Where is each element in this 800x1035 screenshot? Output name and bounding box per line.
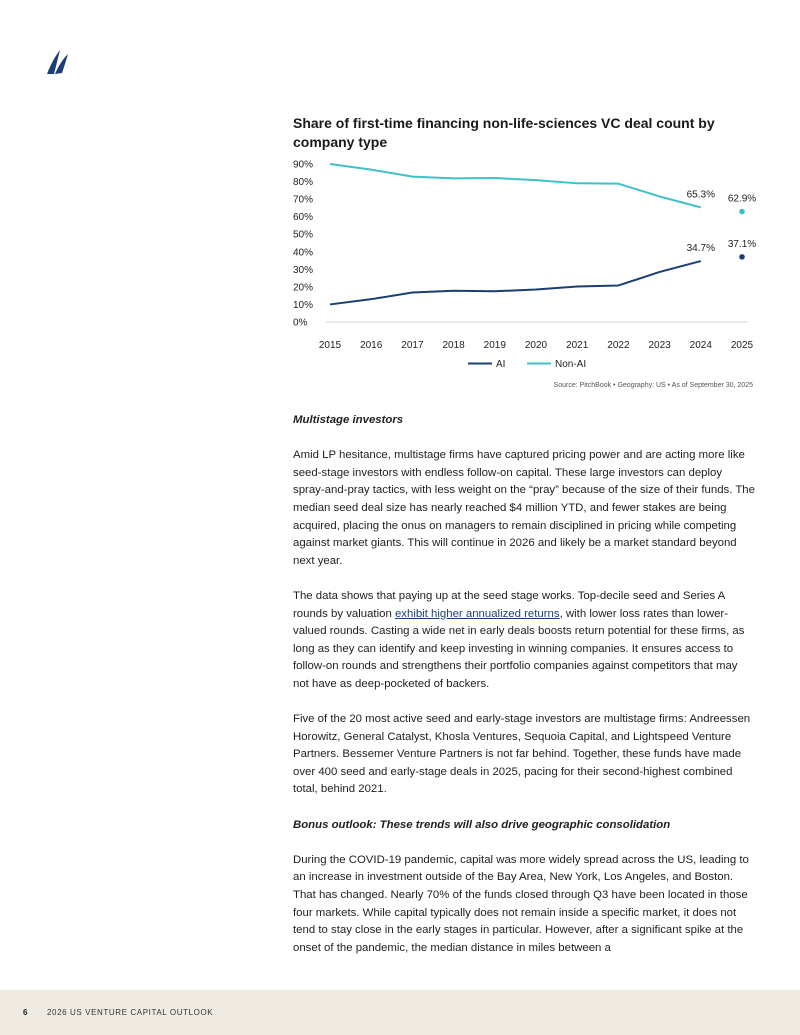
paragraph-2 xyxy=(293,588,755,694)
data-point xyxy=(739,209,745,215)
x-tick-label: 2025 xyxy=(730,340,754,351)
series-line xyxy=(330,261,701,304)
y-tick-label: 80% xyxy=(293,177,314,189)
y-tick-label: 40% xyxy=(293,247,314,259)
x-tick-label: 2022 xyxy=(607,340,630,351)
x-tick-label: 2020 xyxy=(524,340,548,351)
paragraph-1: Amid LP hesitance, multistage firms have captured pricing power and are acting more like seed-stage investors with endless follow-on capital. These large investors can deploy spray-and-pray tactics, with less weight on the “pray” because of the size of their funds. The median seed deal size has nearly reached $4 million YTD, and fewer stakes are being acquired, placing the onus on managers to remain disciplined in pricing while competing against market giants. This will continue in 2026 and likely be a market standard beyond next year. xyxy=(293,449,755,567)
y-tick-label: 10% xyxy=(293,299,314,311)
page-number: 6 xyxy=(23,1008,28,1017)
paragraph-3: Five of the 20 most active seed and early-stage investors are multistage firms: Andreessen Horowitz, General Catalyst, Khosla Ventures, Sequoia Capital, and Lightspeed Venture Partners. Bessemer Venture Partners is not far behind. Together, these funds have made over 400 seed and early-stage deals in 2025, pacing for their second-highest combined total, behind 2021. xyxy=(293,713,751,796)
data-label: 65.3% xyxy=(686,189,715,201)
x-tick-label: 2018 xyxy=(442,340,465,351)
pitchbook-logo-icon xyxy=(44,46,72,76)
section-heading-multistage: Multistage investors xyxy=(293,414,404,426)
y-tick-label: 0% xyxy=(293,317,308,329)
legend-label: Non-AI xyxy=(555,359,587,370)
x-tick-label: 2017 xyxy=(401,340,424,351)
section-heading-bonus: Bonus outlook: These trends will also drive geographic consolidation xyxy=(293,818,671,831)
y-tick-label: 50% xyxy=(293,229,314,241)
paragraph-2-end: , with lower loss rates than lower-valued rounds. Casting a wide net in early deals boosts return potential for these firms, as long as they can identify and keep investing in winning companies. It ensures access to follow-on rounds and strengthens their portfolio companies against competitors that may not have as deep-pocketed of backers. xyxy=(293,607,745,690)
data-label: 34.7% xyxy=(686,243,715,255)
y-tick-label: 70% xyxy=(293,194,314,206)
x-tick-label: 2016 xyxy=(360,340,383,351)
legend-label: AI xyxy=(496,359,506,370)
x-tick-label: 2021 xyxy=(566,340,589,351)
page-footer xyxy=(0,990,800,1035)
x-tick-label: 2019 xyxy=(483,340,506,351)
paragraph-4: During the COVID-19 pandemic, capital was more widely spread across the US, leading to an increase in investment outside of the Bay Area, New York, Los Angeles, and Boston. That has changed. Nearly 70% of the funds closed through Q3 have been located in those four markets. While capital typically does not remain inside a specific market, it does not tend to stay close in the early stages in particular. However, after a significant spike at the onset of the pandemic, the median distance in miles between a xyxy=(293,853,749,954)
data-label: 62.9% xyxy=(727,193,757,205)
x-tick-label: 2024 xyxy=(689,340,712,351)
paragraph-2-start: The data shows that paying up at the seed stage works. Top-decile seed and Series A rounds by valuation xyxy=(293,589,725,620)
returns-link[interactable]: exhibit higher annualized returns xyxy=(394,607,560,620)
data-label: 37.1% xyxy=(727,238,757,250)
y-tick-label: 60% xyxy=(293,212,314,224)
series-line xyxy=(330,164,701,207)
y-tick-label: 30% xyxy=(293,264,314,276)
x-tick-label: 2023 xyxy=(648,340,671,351)
article-body xyxy=(293,412,755,975)
chart-source: Source: PitchBook • Geography: US • As of September 30, 2025 xyxy=(553,382,753,389)
chart-title: Share of first-time financing non-life-sciences VC deal count by company type xyxy=(293,115,715,150)
y-tick-label: 90% xyxy=(293,159,314,171)
line-chart xyxy=(280,150,760,380)
data-point xyxy=(739,254,745,260)
x-tick-label: 2015 xyxy=(318,340,342,351)
running-title: 2026 US VENTURE CAPITAL OUTLOOK xyxy=(47,1008,214,1017)
y-tick-label: 20% xyxy=(293,282,314,294)
